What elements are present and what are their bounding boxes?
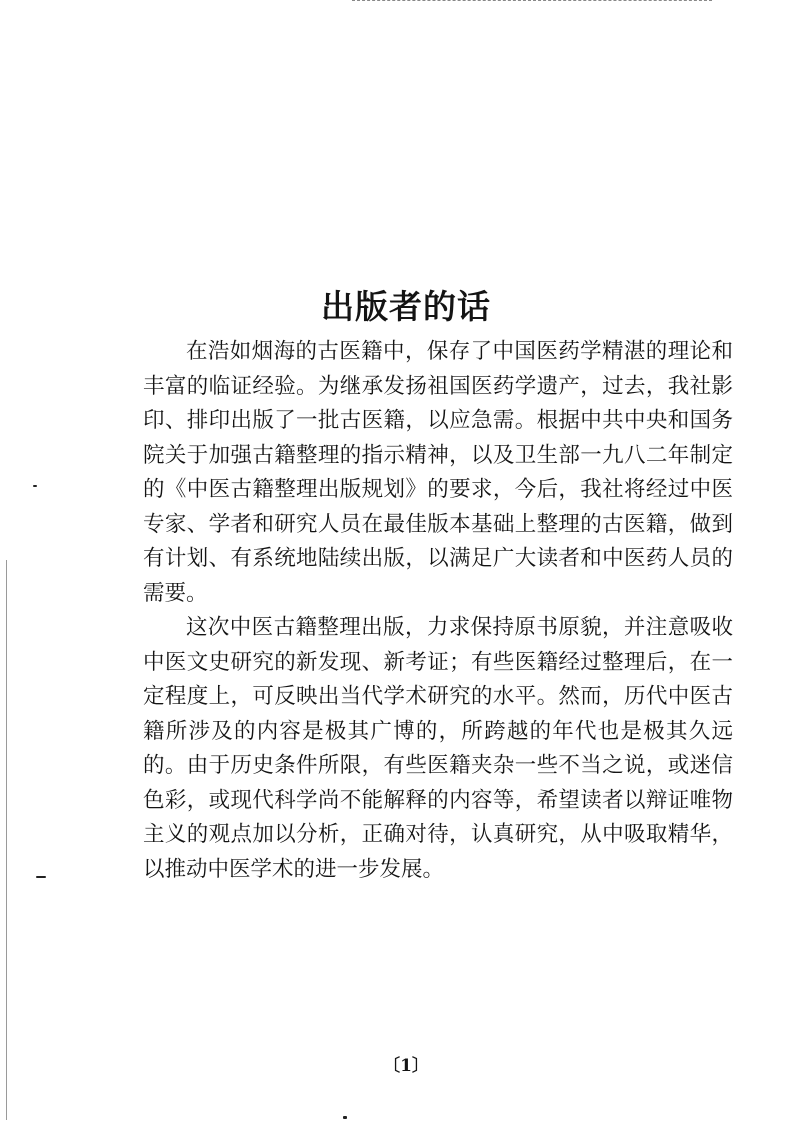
scan-speck xyxy=(33,485,37,487)
paragraph-1: 在浩如烟海的古医籍中，保存了中国医药学精湛的理论和丰富的临证经验。为继承发扬祖国医药学遗产，过去，我社影印、排印出版了一批古医籍，以应急需。根据中共中央和国务院关于加强古籍整理的指示精神，以及卫生部一九八二年制定的《中医古籍整理出版规划》的要求，今后，我社将经过中医专家、学者和研究人员在最佳版本基础上整理的古医籍，做到有计划、有系统地陆续出版，以满足广大读者和中医药人员的需要。 xyxy=(143,339,733,606)
page-title: 出版者的话 xyxy=(321,287,491,327)
left-scan-edge xyxy=(6,560,7,1120)
scan-speck xyxy=(36,876,46,878)
top-border-rule xyxy=(352,0,712,1)
scan-speck xyxy=(343,1116,347,1119)
paragraph-2: 这次中医古籍整理出版，力求保持原书原貌，并注意吸收中医文史研究的新发现、新考证；有些医籍经过整理后，在一定程度上，可反映出当代学术研究的水平。然而，历代中医古籍所涉及的内容是极其广博的，所跨越的年代也是极其久远的。由于历史条件所限，有些医籍夹杂一些不当之说，或迷信色彩，或现代科学尚不能解释的内容等，希望读者以辩证唯物主义的观点加以分析，正确对待，认真研究，从中吸取精华，以推动中医学术的进一步发展。 xyxy=(143,615,733,882)
page-number: 〔1〕 xyxy=(383,1056,429,1076)
body-text xyxy=(143,335,733,887)
